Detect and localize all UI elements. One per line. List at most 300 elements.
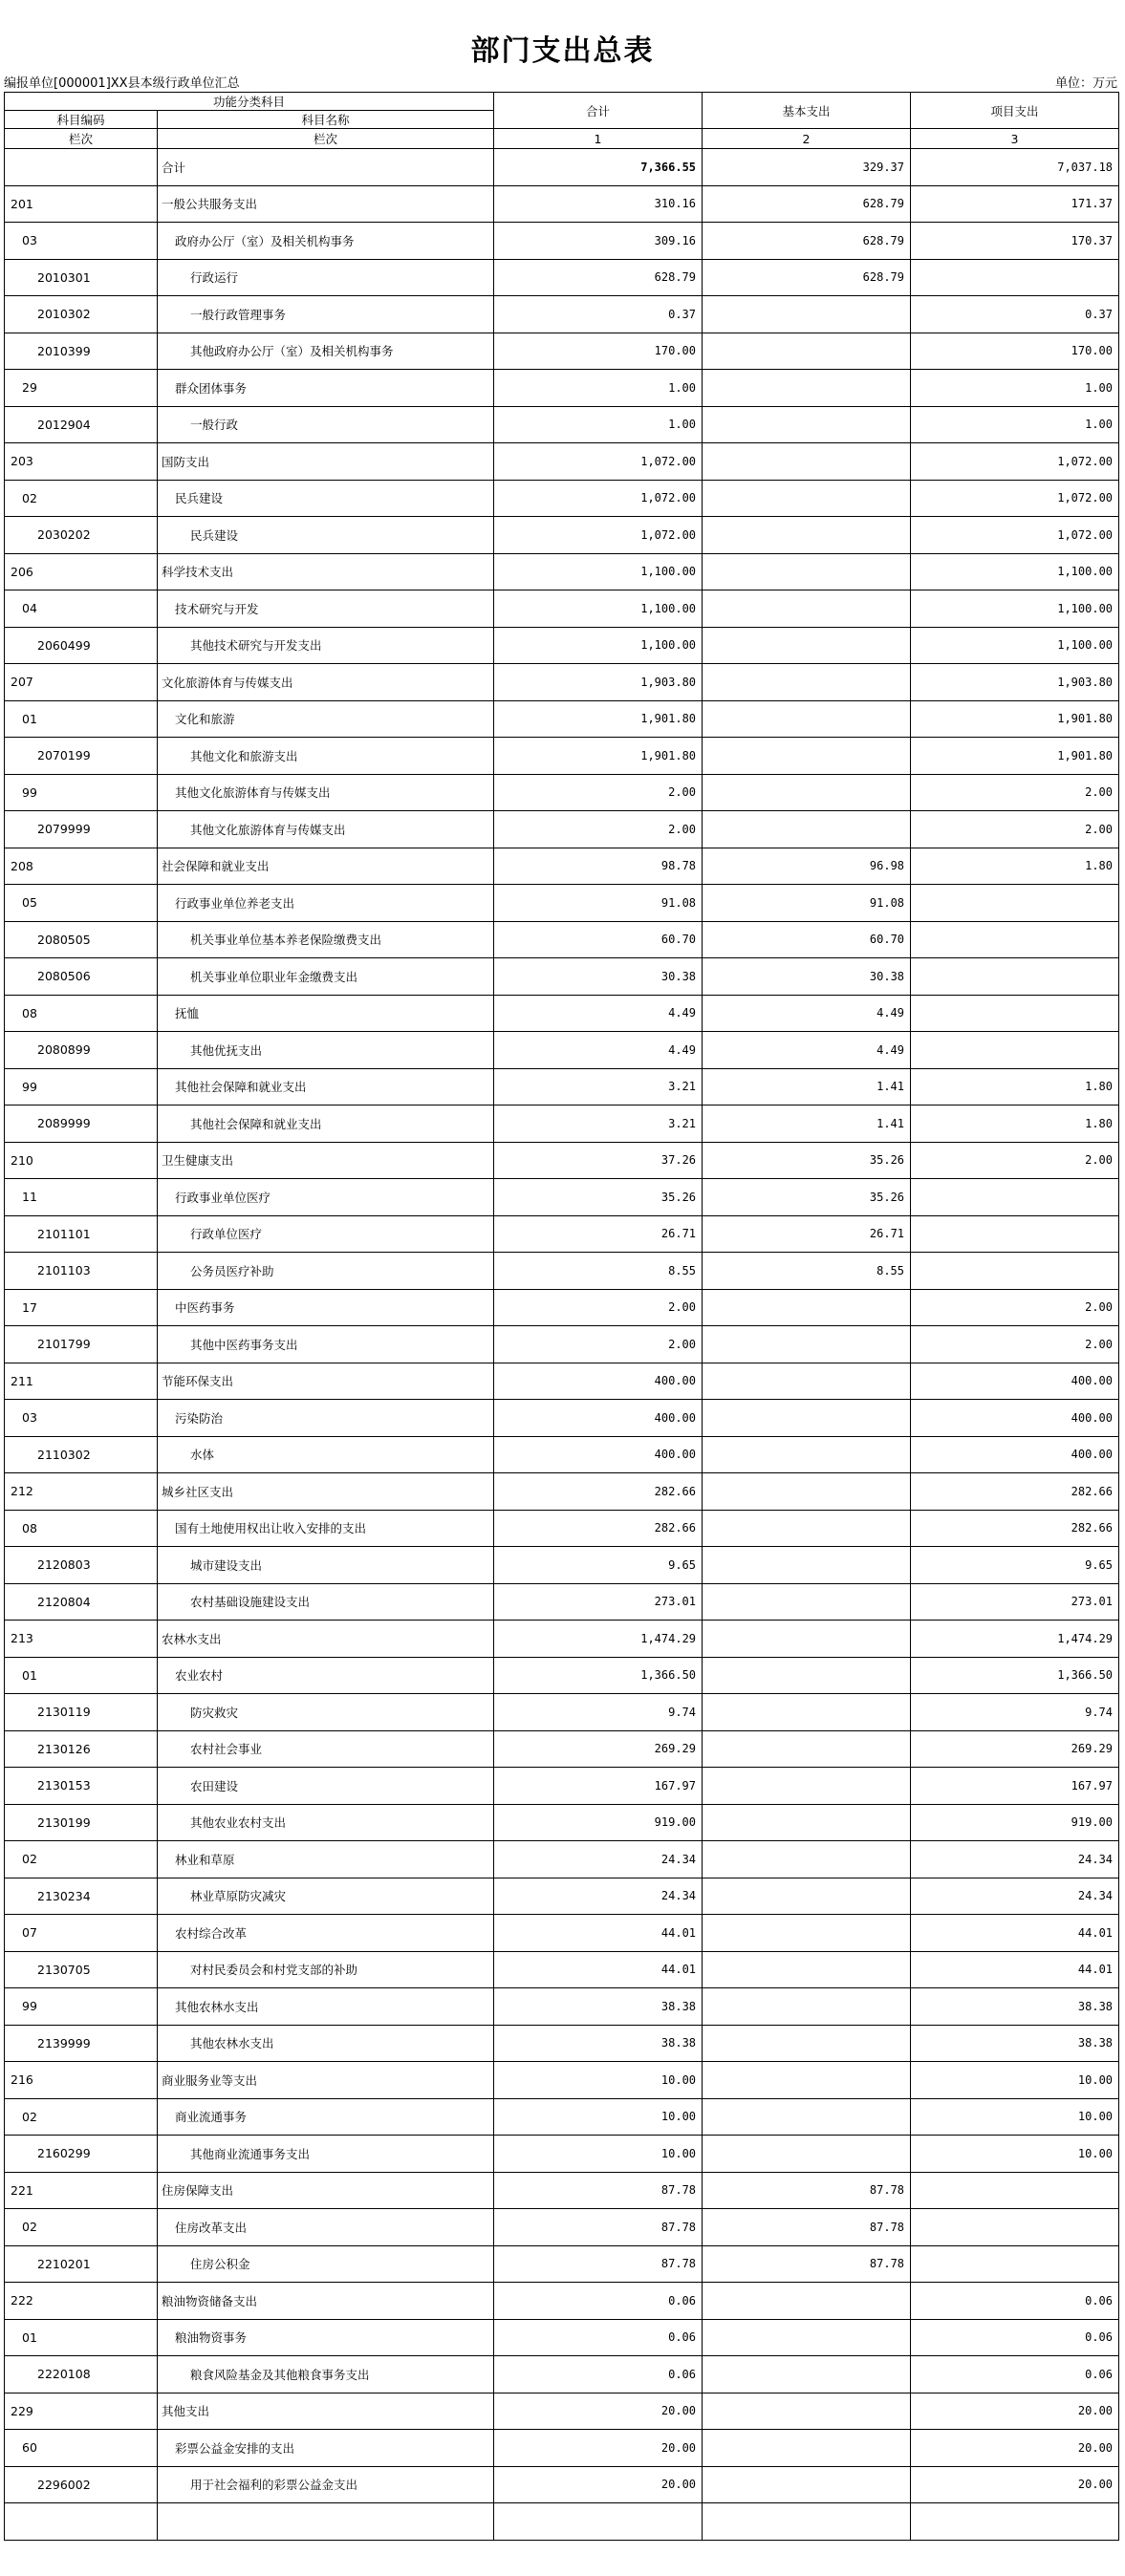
project-cell: 1,100.00 [911,553,1119,590]
table-row [5,1547,1119,1584]
table-row [5,2209,1119,2246]
table-row [5,590,1119,628]
code-cell: 2120803 [5,1547,158,1584]
total-cell: 1,901.80 [494,700,703,738]
code-cell: 07 [5,1915,158,1952]
total-cell: 8.55 [494,1253,703,1290]
table-row [5,2025,1119,2062]
name-cell: 文化旅游体育与传媒支出 [158,664,494,701]
table-row [5,1436,1119,1473]
basic-cell [703,1436,911,1473]
code-cell: 2080505 [5,921,158,958]
table-row [5,700,1119,738]
total-cell: 1,072.00 [494,443,703,481]
table-row [5,1730,1119,1768]
project-cell: 44.01 [911,1915,1119,1952]
name-cell: 行政事业单位医疗 [158,1179,494,1216]
code-cell: 03 [5,223,158,260]
project-cell [911,1253,1119,1290]
total-cell: 98.78 [494,848,703,885]
name-cell: 国防支出 [158,443,494,481]
basic-cell [703,1510,911,1547]
code-cell: 2030202 [5,517,158,554]
basic-cell: 1.41 [703,1106,911,1143]
code-cell: 2101103 [5,1253,158,1290]
total-cell: 44.01 [494,1951,703,1988]
project-cell: 2.00 [911,774,1119,811]
basic-cell [703,1804,911,1841]
basic-cell [703,1694,911,1731]
table-row [5,1400,1119,1437]
table-row [5,2503,1119,2541]
table-row [5,1179,1119,1216]
total-cell: 20.00 [494,2430,703,2467]
code-cell: 2120804 [5,1583,158,1621]
basic-cell: 91.08 [703,885,911,922]
code-cell: 2296002 [5,2466,158,2503]
header-index-1: 1 [494,129,703,149]
project-cell: 1.00 [911,370,1119,407]
name-cell: 政府办公厅（室）及相关机构事务 [158,223,494,260]
basic-cell [703,1363,911,1400]
total-cell: 24.34 [494,1841,703,1878]
name-cell: 民兵建设 [158,517,494,554]
code-cell: 2079999 [5,811,158,848]
total-cell: 9.65 [494,1547,703,1584]
total-cell: 4.49 [494,1032,703,1069]
code-cell: 206 [5,553,158,590]
basic-cell [703,1730,911,1768]
total-cell: 20.00 [494,2393,703,2430]
code-cell: 208 [5,848,158,885]
code-cell: 08 [5,1510,158,1547]
total-cell: 87.78 [494,2209,703,2246]
total-cell: 400.00 [494,1400,703,1437]
basic-cell [703,370,911,407]
table-row [5,1768,1119,1805]
table-row [5,1032,1119,1069]
project-cell: 171.37 [911,185,1119,223]
basic-cell [703,2025,911,2062]
header-index-3: 3 [911,129,1119,149]
total-cell: 37.26 [494,1142,703,1179]
total-cell [494,2503,703,2541]
total-cell: 1.00 [494,370,703,407]
code-cell: 201 [5,185,158,223]
total-cell: 60.70 [494,921,703,958]
name-cell: 彩票公益金安排的支出 [158,2430,494,2467]
name-cell: 粮食风险基金及其他粮食事务支出 [158,2356,494,2394]
name-cell: 其他文化旅游体育与传媒支出 [158,774,494,811]
total-cell: 1,474.29 [494,1621,703,1658]
project-cell: 9.65 [911,1547,1119,1584]
project-cell: 1.80 [911,1068,1119,1106]
table-row [5,333,1119,370]
table-row [5,627,1119,664]
project-cell: 20.00 [911,2466,1119,2503]
name-cell: 防灾救灾 [158,1694,494,1731]
project-cell: 269.29 [911,1730,1119,1768]
header-sub-code: 栏次 [5,129,158,149]
name-cell: 林业和草原 [158,1841,494,1878]
table-row [5,2136,1119,2173]
basic-cell [703,2466,911,2503]
basic-cell [703,1768,911,1805]
table-row [5,1068,1119,1106]
code-cell: 2160299 [5,2136,158,2173]
basic-cell [703,406,911,443]
name-cell: 住房公积金 [158,2245,494,2283]
code-cell: 01 [5,2319,158,2356]
total-cell: 1,072.00 [494,517,703,554]
total-cell: 10.00 [494,2062,703,2099]
basic-cell: 96.98 [703,848,911,885]
table-row [5,223,1119,260]
code-cell: 2220108 [5,2356,158,2394]
project-cell: 2.00 [911,1326,1119,1363]
name-cell: 行政单位医疗 [158,1215,494,1253]
basic-cell: 35.26 [703,1142,911,1179]
name-cell: 农林水支出 [158,1621,494,1658]
header-total: 合计 [494,93,703,129]
table-row [5,2466,1119,2503]
code-cell: 216 [5,2062,158,2099]
table-row [5,1951,1119,1988]
project-cell: 1,901.80 [911,738,1119,775]
basic-cell [703,2356,911,2394]
project-cell: 1,072.00 [911,480,1119,517]
name-cell: 群众团体事务 [158,370,494,407]
basic-cell: 628.79 [703,223,911,260]
basic-cell: 60.70 [703,921,911,958]
total-cell: 0.06 [494,2283,703,2320]
table-row [5,443,1119,481]
name-cell: 粮油物资事务 [158,2319,494,2356]
total-cell: 9.74 [494,1694,703,1731]
total-cell: 309.16 [494,223,703,260]
name-cell: 住房改革支出 [158,2209,494,2246]
basic-cell [703,1951,911,1988]
header-project: 项目支出 [911,93,1119,129]
project-cell: 20.00 [911,2393,1119,2430]
basic-cell [703,627,911,664]
project-cell: 2.00 [911,811,1119,848]
code-cell: 02 [5,2098,158,2136]
table-row [5,1326,1119,1363]
project-cell: 170.37 [911,223,1119,260]
name-cell: 城市建设支出 [158,1547,494,1584]
table-row [5,2356,1119,2394]
header-index-2: 2 [703,129,911,149]
total-cell: 0.06 [494,2356,703,2394]
table-row [5,480,1119,517]
name-cell: 合计 [158,149,494,186]
basic-cell [703,664,911,701]
table-row [5,406,1119,443]
basic-cell [703,590,911,628]
basic-cell: 30.38 [703,958,911,996]
basic-cell [703,480,911,517]
table-row [5,149,1119,186]
total-cell: 26.71 [494,1215,703,1253]
code-cell: 17 [5,1289,158,1326]
table-row [5,2319,1119,2356]
project-cell: 919.00 [911,1804,1119,1841]
total-cell: 167.97 [494,1768,703,1805]
total-cell: 1,100.00 [494,553,703,590]
project-cell: 7,037.18 [911,149,1119,186]
table-body [5,149,1119,2541]
basic-cell [703,774,911,811]
code-cell: 2080899 [5,1032,158,1069]
project-cell: 167.97 [911,1768,1119,1805]
total-cell: 273.01 [494,1583,703,1621]
project-cell: 38.38 [911,1988,1119,2026]
table-row [5,995,1119,1032]
basic-cell [703,517,911,554]
project-cell [911,995,1119,1032]
basic-cell [703,2283,911,2320]
name-cell: 其他支出 [158,2393,494,2430]
code-cell: 2010399 [5,333,158,370]
basic-cell: 4.49 [703,1032,911,1069]
name-cell: 住房保障支出 [158,2172,494,2209]
total-cell: 4.49 [494,995,703,1032]
total-cell: 2.00 [494,811,703,848]
basic-cell [703,1878,911,1915]
total-cell: 2.00 [494,1289,703,1326]
code-cell: 2080506 [5,958,158,996]
name-cell: 农村社会事业 [158,1730,494,1768]
project-cell [911,2503,1119,2541]
name-cell: 商业服务业等支出 [158,2062,494,2099]
total-cell: 1,072.00 [494,480,703,517]
project-cell: 0.06 [911,2283,1119,2320]
project-cell: 0.37 [911,296,1119,333]
table-row [5,2245,1119,2283]
code-cell [5,2503,158,2541]
basic-cell: 329.37 [703,149,911,186]
table-row [5,2098,1119,2136]
name-cell: 对村民委员会和村党支部的补助 [158,1951,494,1988]
table-row [5,958,1119,996]
code-cell: 221 [5,2172,158,2209]
code-cell: 99 [5,1988,158,2026]
project-cell: 282.66 [911,1473,1119,1511]
table-row [5,517,1119,554]
basic-cell [703,700,911,738]
table-row [5,848,1119,885]
code-cell: 207 [5,664,158,701]
name-cell: 行政运行 [158,259,494,296]
basic-cell: 26.71 [703,1215,911,1253]
name-cell: 机关事业单位基本养老保险缴费支出 [158,921,494,958]
total-cell: 38.38 [494,2025,703,2062]
code-cell: 2130126 [5,1730,158,1768]
basic-cell [703,1841,911,1878]
project-cell [911,2245,1119,2283]
table-row [5,2393,1119,2430]
table-row [5,1657,1119,1694]
page-title: 部门支出总表 [470,34,655,68]
basic-cell [703,1547,911,1584]
name-cell: 其他农业农村支出 [158,1804,494,1841]
table-row [5,2283,1119,2320]
table-row [5,1363,1119,1400]
code-cell: 01 [5,700,158,738]
name-cell: 一般公共服务支出 [158,185,494,223]
code-cell: 2210201 [5,2245,158,2283]
code-cell: 2101799 [5,1326,158,1363]
name-cell: 其他技术研究与开发支出 [158,627,494,664]
basic-cell [703,553,911,590]
total-cell: 0.37 [494,296,703,333]
basic-cell: 87.78 [703,2172,911,2209]
total-cell: 10.00 [494,2098,703,2136]
basic-cell: 4.49 [703,995,911,1032]
code-cell: 2130705 [5,1951,158,1988]
header-name: 科目名称 [158,111,494,129]
basic-cell [703,1915,911,1952]
project-cell: 20.00 [911,2430,1119,2467]
code-cell: 2089999 [5,1106,158,1143]
total-cell: 38.38 [494,1988,703,2026]
code-cell: 229 [5,2393,158,2430]
total-cell: 282.66 [494,1510,703,1547]
code-cell: 2130119 [5,1694,158,1731]
project-cell [911,958,1119,996]
table-row [5,259,1119,296]
name-cell: 抚恤 [158,995,494,1032]
project-cell: 170.00 [911,333,1119,370]
project-cell: 400.00 [911,1436,1119,1473]
project-cell: 400.00 [911,1363,1119,1400]
header-basic: 基本支出 [703,93,911,129]
basic-cell [703,2430,911,2467]
total-cell: 310.16 [494,185,703,223]
code-cell: 2070199 [5,738,158,775]
total-cell: 35.26 [494,1179,703,1216]
project-cell: 1,903.80 [911,664,1119,701]
basic-cell: 35.26 [703,1179,911,1216]
project-cell [911,2172,1119,2209]
project-cell: 10.00 [911,2062,1119,2099]
name-cell: 城乡社区支出 [158,1473,494,1511]
total-cell: 919.00 [494,1804,703,1841]
project-cell: 24.34 [911,1841,1119,1878]
name-cell: 一般行政 [158,406,494,443]
name-cell: 行政事业单位养老支出 [158,885,494,922]
code-cell: 213 [5,1621,158,1658]
name-cell: 其他农林水支出 [158,1988,494,2026]
total-cell: 2.00 [494,1326,703,1363]
code-cell: 2010301 [5,259,158,296]
basic-cell [703,2393,911,2430]
project-cell: 1.80 [911,848,1119,885]
project-cell [911,1215,1119,1253]
total-cell: 400.00 [494,1363,703,1400]
name-cell: 社会保障和就业支出 [158,848,494,885]
project-cell: 400.00 [911,1400,1119,1437]
name-cell: 公务员医疗补助 [158,1253,494,1290]
total-cell: 269.29 [494,1730,703,1768]
table-row [5,1142,1119,1179]
table-row [5,1694,1119,1731]
name-cell: 机关事业单位职业年金缴费支出 [158,958,494,996]
name-cell: 水体 [158,1436,494,1473]
name-cell: 技术研究与开发 [158,590,494,628]
code-cell: 2130199 [5,1804,158,1841]
total-cell: 3.21 [494,1068,703,1106]
total-cell: 10.00 [494,2136,703,2173]
total-cell: 1,903.80 [494,664,703,701]
project-cell: 2.00 [911,1289,1119,1326]
total-cell: 1,901.80 [494,738,703,775]
name-cell: 污染防治 [158,1400,494,1437]
name-cell: 粮油物资储备支出 [158,2283,494,2320]
code-cell: 2139999 [5,2025,158,2062]
code-cell: 2130153 [5,1768,158,1805]
code-cell: 2110302 [5,1436,158,1473]
total-cell: 282.66 [494,1473,703,1511]
header-sub-name: 栏次 [158,129,494,149]
basic-cell [703,1326,911,1363]
project-cell: 1,072.00 [911,443,1119,481]
project-cell: 1,901.80 [911,700,1119,738]
project-cell [911,921,1119,958]
name-cell: 文化和旅游 [158,700,494,738]
basic-cell: 628.79 [703,185,911,223]
total-cell: 0.06 [494,2319,703,2356]
table-header [5,93,1119,149]
code-cell: 210 [5,1142,158,1179]
name-cell: 一般行政管理事务 [158,296,494,333]
code-cell [5,149,158,186]
name-cell: 其他政府办公厅（室）及相关机构事务 [158,333,494,370]
total-cell: 1.00 [494,406,703,443]
total-cell: 1,100.00 [494,627,703,664]
name-cell: 其他文化和旅游支出 [158,738,494,775]
code-cell: 211 [5,1363,158,1400]
project-cell: 1,072.00 [911,517,1119,554]
table-row [5,370,1119,407]
unit-label: 单位：万元 [1054,76,1117,91]
header-group-label: 功能分类科目 [5,93,494,111]
expenditure-table [4,92,1119,2541]
table-row [5,774,1119,811]
project-cell: 9.74 [911,1694,1119,1731]
basic-cell [703,811,911,848]
project-cell [911,1179,1119,1216]
basic-cell [703,1988,911,2026]
code-cell: 02 [5,2209,158,2246]
table-row [5,553,1119,590]
name-cell: 农田建设 [158,1768,494,1805]
code-cell: 99 [5,1068,158,1106]
code-cell: 29 [5,370,158,407]
table-row [5,738,1119,775]
name-cell: 农业农村 [158,1657,494,1694]
code-cell: 99 [5,774,158,811]
code-cell: 01 [5,1657,158,1694]
table-row [5,885,1119,922]
name-cell: 中医药事务 [158,1289,494,1326]
table-row [5,296,1119,333]
name-cell: 其他商业流通事务支出 [158,2136,494,2173]
name-cell: 林业草原防灾减灾 [158,1878,494,1915]
table-row [5,2172,1119,2209]
basic-cell: 87.78 [703,2245,911,2283]
